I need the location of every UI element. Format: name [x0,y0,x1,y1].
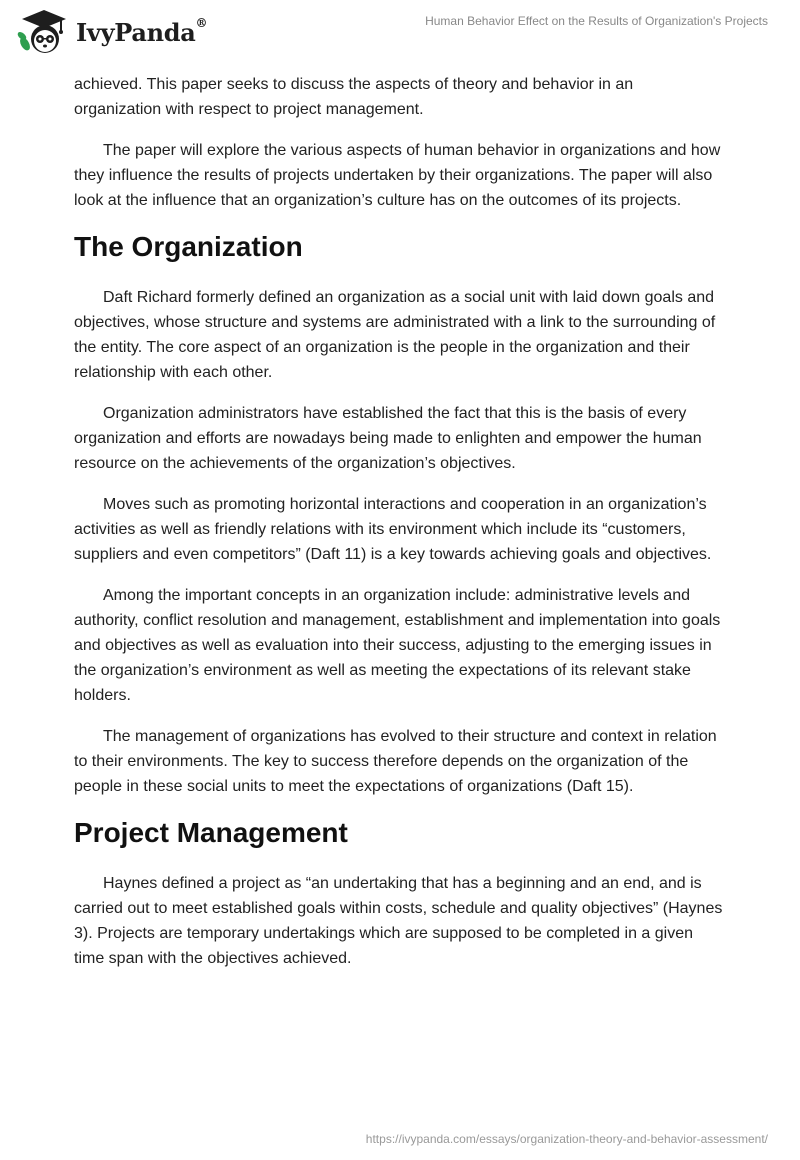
paragraph-intro: The paper will explore the various aspects of human behavior in organizations and how they influence the results of projects undertaken by their organizations. The paper will also look at the influence that an organization’s culture has on the outcomes of its projects. [74,142,721,209]
essay-content [74,72,724,987]
paragraph: Haynes defined a project as “an undertaking that has a beginning and an end, and is carried out to meet established goals within costs, schedule and quality objectives” (Haynes 3). Projects are temporary undertakings which are supposed to be completed in a given time span with the objectives achieved. [74,875,723,967]
heading-the-organization: The Organization [74,231,303,262]
paragraph: Among the important concepts in an organization include: administrative levels and authority, conflict resolution and management, establishment and implementation into goals and objectives as well as evaluation into their success, adjusting to the emerging issues in the organization’s environment as well as meeting the expectations of its relevant stake holders. [74,587,721,704]
paragraph: Moves such as promoting horizontal interactions and cooperation in an organization’s activities as well as friendly relations with its environment which include its “customers, suppliers and even competitors” (Daft 11) is a key towards achieving goals and objectives. [74,496,712,563]
heading-project-management: Project Management [74,817,348,848]
source-url-link[interactable]: https://ivypanda.com/essays/organization-theory-and-behavior-assessment/ [365,1132,768,1146]
ivypanda-logo[interactable] [16,8,207,56]
paragraph: Organization administrators have established the fact that this is the basis of every organization and efforts are nowadays being made to enlighten and empower the human resource on the achievements of the organization’s objectives. [74,405,702,472]
logo-name: IvyPanda [76,17,196,47]
document-title: Human Behavior Effect on the Results of Organization's Projects [425,14,768,28]
logo-text [76,15,208,47]
paragraph: Daft Richard formerly defined an organization as a social unit with laid down goals and objectives, whose structure and systems are administrated with a link to the surrounding of the entity. The core aspect of an organization is the people in the organization and their relationship with each other. [74,289,716,381]
paragraph: The management of organizations has evolved to their structure and context in relation to their environments. The key to success therefore depends on the organization of the people in these social units to meet the expectations of organizations (Daft 15). [74,728,717,795]
paragraph-intro-continued: achieved. This paper seeks to discuss the aspects of theory and behavior in an organization with respect to project management. [74,76,634,118]
registered-mark: ® [195,15,208,30]
page-header [0,0,800,64]
panda-icon [16,8,72,56]
